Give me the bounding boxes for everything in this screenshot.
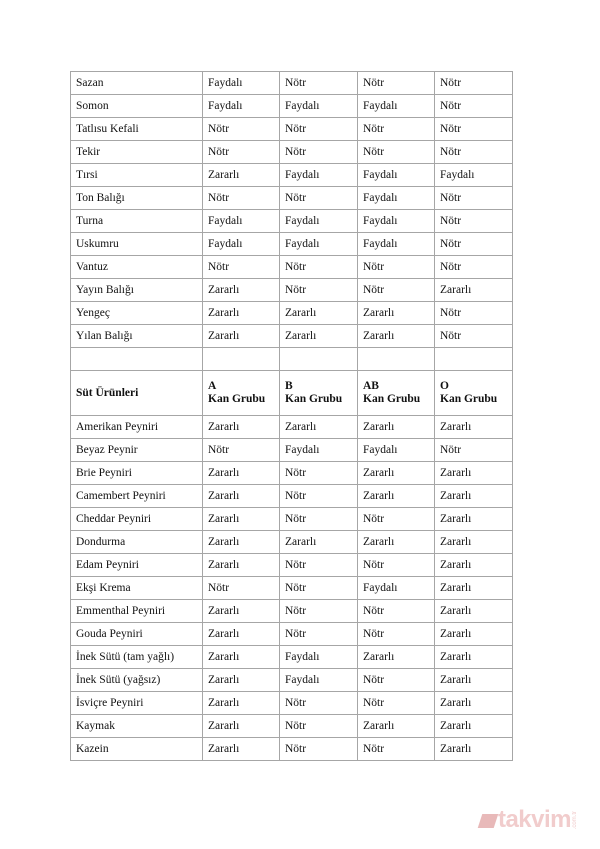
rating-cell: Nötr [203,256,280,279]
food-name-cell: Cheddar Peyniri [71,508,203,531]
empty-cell [435,348,513,371]
rating-cell: Zararlı [435,416,513,439]
rating-cell: Nötr [358,508,435,531]
takvim-logo-mark [478,814,499,828]
rating-cell: Nötr [280,279,358,302]
section-header-row [71,371,513,416]
rating-cell: Zararlı [358,715,435,738]
rating-cell: Nötr [280,72,358,95]
rating-cell: Nötr [435,302,513,325]
rating-cell: Zararlı [203,508,280,531]
rating-cell: Nötr [358,118,435,141]
rating-cell: Nötr [435,439,513,462]
rating-cell: Zararlı [203,692,280,715]
rating-cell: Nötr [358,669,435,692]
food-name-cell: Vantuz [71,256,203,279]
food-name-cell: İsviçre Peyniri [71,692,203,715]
food-name-cell: Sazan [71,72,203,95]
rating-cell: Nötr [280,692,358,715]
rating-cell: Zararlı [435,577,513,600]
rating-cell: Zararlı [358,485,435,508]
rating-cell: Zararlı [203,485,280,508]
rating-cell: Nötr [280,554,358,577]
rating-cell: Nötr [280,508,358,531]
table-row [71,164,513,187]
empty-cell [280,348,358,371]
table-row [71,210,513,233]
blood-group-header [358,371,435,416]
table-row [71,531,513,554]
food-name-cell: Ton Balığı [71,187,203,210]
table-row [71,623,513,646]
rating-cell: Nötr [435,187,513,210]
food-name-cell: Edam Peyniri [71,554,203,577]
rating-cell: Zararlı [203,531,280,554]
rating-cell: Zararlı [435,715,513,738]
rating-cell: Nötr [280,187,358,210]
table-row [71,416,513,439]
rating-cell: Zararlı [435,738,513,761]
rating-cell: Nötr [358,141,435,164]
rating-cell: Nötr [280,141,358,164]
food-name-cell: Tatlısu Kefali [71,118,203,141]
rating-cell: Nötr [435,256,513,279]
rating-cell: Nötr [280,118,358,141]
food-name-cell: Amerikan Peyniri [71,416,203,439]
rating-cell: Zararlı [358,416,435,439]
rating-cell: Nötr [435,95,513,118]
rating-cell: Faydalı [203,72,280,95]
rating-cell: Zararlı [358,302,435,325]
table-row [71,554,513,577]
rating-cell: Nötr [203,118,280,141]
rating-cell: Faydalı [358,233,435,256]
blood-type-diet-table [70,71,513,761]
rating-cell: Zararlı [203,623,280,646]
blood-group-label: Kan Grubu [208,393,266,405]
rating-cell: Zararlı [435,462,513,485]
table-row [71,692,513,715]
food-name-cell: Beyaz Peynir [71,439,203,462]
rating-cell: Zararlı [203,669,280,692]
rating-cell: Nötr [435,72,513,95]
rating-cell: Zararlı [203,302,280,325]
rating-cell: Zararlı [435,669,513,692]
table-row [71,256,513,279]
blood-group-label: Kan Grubu [285,393,343,405]
rating-cell: Faydalı [280,669,358,692]
blood-group-header [435,371,513,416]
food-name-cell: Turna [71,210,203,233]
rating-cell: Faydalı [358,577,435,600]
rating-cell: Faydalı [280,164,358,187]
section-title: Süt Ürünleri [71,371,203,416]
empty-cell [358,348,435,371]
rating-cell: Nötr [358,692,435,715]
food-name-cell: Dondurma [71,531,203,554]
rating-cell: Zararlı [203,600,280,623]
food-name-cell: Uskumru [71,233,203,256]
spacer-row [71,348,513,371]
blood-group-letter: O [440,380,449,392]
table-row [71,646,513,669]
table-row [71,118,513,141]
table-row [71,95,513,118]
food-name-cell: Brie Peyniri [71,462,203,485]
rating-cell: Faydalı [203,233,280,256]
table-row [71,302,513,325]
watermark-brand: takvim [497,806,571,833]
rating-cell: Nötr [203,187,280,210]
rating-cell: Faydalı [280,233,358,256]
rating-cell: Nötr [435,210,513,233]
watermark-domain: .com.tr [572,810,578,830]
rating-cell: Nötr [203,577,280,600]
empty-cell [203,348,280,371]
food-name-cell: Kazein [71,738,203,761]
table-row [71,577,513,600]
rating-cell: Zararlı [203,325,280,348]
food-name-cell: Ekşi Krema [71,577,203,600]
blood-group-letter: B [285,380,293,392]
rating-cell: Zararlı [203,646,280,669]
food-name-cell: Yılan Balığı [71,325,203,348]
table-row [71,233,513,256]
blood-group-header [280,371,358,416]
table-body [71,72,513,761]
food-name-cell: Emmenthal Peyniri [71,600,203,623]
food-name-cell: Gouda Peyniri [71,623,203,646]
rating-cell: Zararlı [435,646,513,669]
table-row [71,439,513,462]
rating-cell: Nötr [435,325,513,348]
rating-cell: Nötr [280,577,358,600]
food-name-cell: Kaymak [71,715,203,738]
rating-cell: Nötr [435,141,513,164]
empty-cell [71,348,203,371]
rating-cell: Faydalı [203,210,280,233]
rating-cell: Faydalı [358,439,435,462]
rating-cell: Nötr [358,623,435,646]
rating-cell: Zararlı [435,485,513,508]
rating-cell: Nötr [280,462,358,485]
takvim-watermark [480,806,578,834]
blood-group-letter: A [208,380,217,392]
rating-cell: Faydalı [203,95,280,118]
rating-cell: Zararlı [435,692,513,715]
table-row [71,187,513,210]
rating-cell: Zararlı [280,302,358,325]
food-name-cell: İnek Sütü (yağsız) [71,669,203,692]
table-row [71,669,513,692]
blood-group-label: Kan Grubu [363,393,421,405]
rating-cell: Zararlı [358,646,435,669]
food-name-cell: Tekir [71,141,203,164]
food-name-cell: Yayın Balığı [71,279,203,302]
rating-cell: Zararlı [203,715,280,738]
rating-cell: Zararlı [280,531,358,554]
rating-cell: Zararlı [203,462,280,485]
rating-cell: Nötr [280,715,358,738]
rating-cell: Faydalı [435,164,513,187]
rating-cell: Nötr [358,554,435,577]
rating-cell: Faydalı [358,187,435,210]
rating-cell: Zararlı [203,554,280,577]
blood-group-header [203,371,280,416]
rating-cell: Nötr [280,485,358,508]
rating-cell: Nötr [280,256,358,279]
rating-cell: Nötr [280,623,358,646]
rating-cell: Faydalı [280,439,358,462]
rating-cell: Nötr [358,279,435,302]
food-name-cell: İnek Sütü (tam yağlı) [71,646,203,669]
blood-group-label: Kan Grubu [440,393,498,405]
food-name-cell: Camembert Peyniri [71,485,203,508]
rating-cell: Zararlı [203,738,280,761]
table-row [71,462,513,485]
blood-group-letter: AB [363,380,379,392]
table-row [71,141,513,164]
rating-cell: Zararlı [435,508,513,531]
rating-cell: Nötr [358,72,435,95]
rating-cell: Zararlı [435,554,513,577]
rating-cell: Nötr [358,256,435,279]
rating-cell: Nötr [435,233,513,256]
rating-cell: Zararlı [358,531,435,554]
rating-cell: Zararlı [435,600,513,623]
rating-cell: Zararlı [435,531,513,554]
table-row [71,508,513,531]
table-row [71,600,513,623]
rating-cell: Faydalı [280,646,358,669]
rating-cell: Zararlı [203,279,280,302]
rating-cell: Faydalı [358,210,435,233]
table-row [71,279,513,302]
rating-cell: Zararlı [435,279,513,302]
rating-cell: Zararlı [435,623,513,646]
rating-cell: Faydalı [280,210,358,233]
rating-cell: Nötr [435,118,513,141]
table-row [71,715,513,738]
rating-cell: Nötr [358,600,435,623]
rating-cell: Zararlı [358,325,435,348]
rating-cell: Nötr [203,141,280,164]
rating-cell: Zararlı [280,416,358,439]
rating-cell: Zararlı [280,325,358,348]
rating-cell: Faydalı [280,95,358,118]
food-name-cell: Yengeç [71,302,203,325]
rating-cell: Faydalı [358,164,435,187]
food-name-cell: Somon [71,95,203,118]
table-row [71,72,513,95]
rating-cell: Zararlı [203,416,280,439]
rating-cell: Nötr [203,439,280,462]
food-name-cell: Tırsi [71,164,203,187]
table-row [71,485,513,508]
table-row [71,325,513,348]
rating-cell: Nötr [280,600,358,623]
table-row [71,738,513,761]
rating-cell: Zararlı [203,164,280,187]
rating-cell: Nötr [280,738,358,761]
rating-cell: Zararlı [358,462,435,485]
rating-cell: Faydalı [358,95,435,118]
rating-cell: Nötr [358,738,435,761]
